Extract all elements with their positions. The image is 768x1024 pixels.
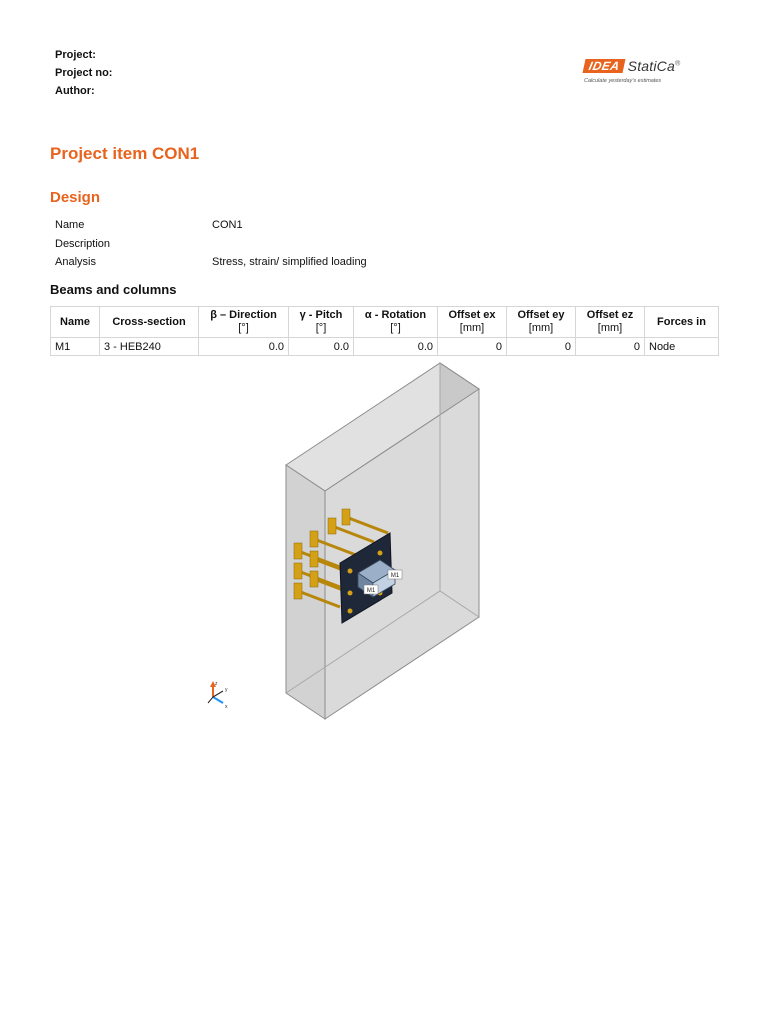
cell-offset-ey: 0	[507, 338, 576, 356]
col-header: Offset ex [mm]	[438, 307, 507, 338]
logo-word: StatiCa®	[627, 58, 681, 74]
cell-direction: 0.0	[199, 338, 289, 356]
cell-name: M1	[51, 338, 100, 356]
axis-triad	[208, 681, 228, 710]
beams-heading: Beams and columns	[50, 282, 177, 297]
col-header: Offset ez [mm]	[576, 307, 645, 338]
design-key: Analysis	[55, 256, 96, 269]
cell-offset-ez: 0	[576, 338, 645, 356]
project-info	[55, 46, 112, 100]
design-row-analysis	[55, 253, 367, 272]
member-label-1: M1	[390, 573, 400, 579]
connection-3d-view	[190, 361, 580, 721]
col-header: α - Rotation [°]	[354, 307, 438, 338]
col-header: β – Direction [°]	[199, 307, 289, 338]
cell-rotation: 0.0	[354, 338, 438, 356]
design-value	[212, 235, 367, 254]
col-header: γ - Pitch [°]	[289, 307, 354, 338]
axis-z-label: z	[215, 681, 218, 687]
author-label: Author:	[55, 85, 95, 97]
design-key: Description	[55, 237, 111, 250]
project-no-label: Project no:	[55, 67, 113, 79]
design-table	[55, 216, 367, 272]
design-heading: Design	[50, 189, 101, 206]
col-header: Name	[51, 307, 100, 338]
axis-x-label: x	[225, 704, 228, 710]
idea-statica-logo	[584, 56, 714, 88]
col-header: Offset ey [mm]	[507, 307, 576, 338]
table-row	[51, 338, 719, 356]
col-header: Cross-section	[100, 307, 199, 338]
page-title: Project item CON1	[50, 144, 200, 163]
design-value: Stress, strain/ simplified loading	[212, 256, 367, 269]
cell-pitch: 0.0	[289, 338, 354, 356]
logo-badge: IDEA	[583, 59, 626, 73]
cell-forces-in: Node	[645, 338, 719, 356]
beams-table	[50, 306, 719, 356]
design-value: CON1	[212, 219, 243, 232]
design-row-name	[55, 216, 367, 235]
beams-header-row	[51, 307, 719, 338]
cell-offset-ex: 0	[438, 338, 507, 356]
member-label-2: M1	[366, 588, 376, 594]
cell-cross-section: 3 - HEB240	[100, 338, 199, 356]
col-header: Forces in	[645, 307, 719, 338]
logo-tagline: Calculate yesterday's estimates	[584, 78, 662, 84]
axis-y-label: y	[225, 687, 228, 693]
design-key: Name	[55, 219, 85, 232]
design-row-description	[55, 235, 367, 254]
project-label: Project:	[55, 49, 96, 61]
